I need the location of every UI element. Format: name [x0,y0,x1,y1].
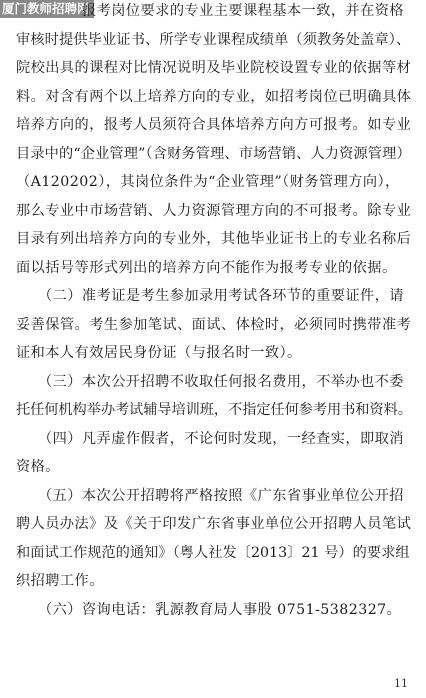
text-line: 和面试工作规范的通知》（粤人社发〔2013〕21 号）的要求组 [16,545,410,561]
text-line: 织招聘工作。 [16,573,104,589]
text-line: 面以括号等形式列出的培养方向不能作为报考专业的依据。 [16,260,397,276]
text-line: 院校出具的课程对比情况说明及毕业院校设置专业的依据等材 [16,60,412,76]
text-line: 目录中的“企业管理”（含财务管理、市场营销、人力资源管理） [16,146,411,162]
text-line: 那么专业中市场营销、人力资源管理方向的不可报考。除专业 [16,203,412,219]
watermark: 厦门教师招聘网 [0,0,94,18]
text-line: 证和本人有效居民身份证（与报名时一致）。 [16,345,302,361]
text-line: 托任何机构举办考试辅导培训班，不指定任何参考用书和资料。 [16,402,412,418]
text-line: 聘人员办法》及《关于印发广东省事业单位公开招聘人员笔试 [16,516,412,532]
text-line: 料。对含有两个以上培养方向的专业，如招考岗位已明确具体 [16,89,412,105]
text-line: 目录有列出培养方向的专业外，其他毕业证书上的专业名称后 [16,231,412,247]
text-line: （二）准考证是考生参加录用考试各环节的重要证件，请 [38,288,404,304]
text-line: 资格。 [16,459,60,475]
text-line: 报考岗位要求的专业主要课程基本一致，并在资格 [82,3,405,19]
page-number: 11 [394,677,408,690]
text-line: （四）凡弄虚作假者，不论何时发现，一经查实，即取消 [38,431,404,447]
text-line: 妥善保管。考生参加笔试、面试、体检时，必须同时携带准考 [16,317,412,333]
text-line: （三）本次公开招聘不收取任何报名费用，不举办也不委 [38,374,404,390]
text-line: 培养方向的，报考人员须符合具体培养方向方可报考。如专业 [16,117,412,133]
text-line: （五）本次公开招聘将严格按照《广东省事业单位公开招 [38,488,404,504]
text-line: 审核时提供毕业证书、所学专业课程成绩单（须教务处盖章）、 [16,32,411,48]
text-line: （A120202），其岗位条件为“企业管理”（财务管理方向）， [16,174,400,190]
text-line: （六）咨询电话：乳源教育局人事股 0751-5382327。 [38,602,402,618]
